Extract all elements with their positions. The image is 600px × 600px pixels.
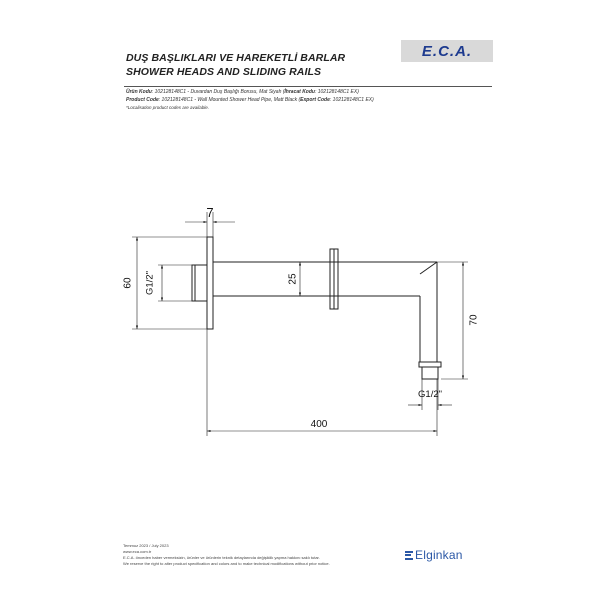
footer-note-english: We reserve the right to alter product specification and colors and to make technical modifications without prior notice. (123, 561, 330, 566)
localisation-note: *Localisation product codes are available. (126, 105, 210, 110)
product-code-label-tr: Ürün Kodu (126, 89, 152, 95)
dim-pipe-thickness: 25 (287, 273, 299, 285)
product-line-en-prefix: : 102128148C1 - Wall Mounted Shower Head Pipe, Matt Black ( (158, 96, 301, 103)
dimension-labels (123, 205, 480, 430)
vertical-drop (420, 262, 437, 362)
export-code-label-tr: İhracat Kodu (284, 89, 315, 95)
dim-total-length: 400 (310, 419, 328, 430)
product-code-label-en: Product Code (126, 96, 159, 103)
footer-website: www.eca.com.tr (123, 549, 152, 554)
outlet-thread (422, 367, 438, 379)
product-line-en-suffix: : 102128148C1 EX) (329, 96, 374, 103)
wall-flange (207, 237, 213, 329)
elginkan-mark-icon (405, 551, 413, 560)
eca-logo-text: E.C.A. (421, 42, 473, 60)
export-code-label-en: Export Code (300, 96, 330, 103)
footer-date: Temmuz 2023 / July 2023 (123, 543, 169, 548)
dim-flange-height: 60 (122, 277, 134, 289)
footer-note-turkish: E.C.A. önceden haber vermeksizin, ürünler ve ürünlerin teknik detaylarında değişiklik yapma hakkını saklı tutar. (123, 555, 320, 560)
dim-outlet-thread: G1/2" (418, 389, 442, 400)
elginkan-logo-text: Elginkan (415, 548, 463, 562)
pipe-outline (192, 237, 441, 379)
dim-drop-height: 70 (468, 314, 480, 326)
dim-flange-thickness: 7 (206, 205, 214, 220)
product-line-tr-prefix: : 102128148C1 - Duvardan Duş Başlığı Borusu, Mat Siyah ( (151, 89, 285, 95)
elginkan-logo (405, 548, 463, 562)
footer-notes (123, 543, 383, 567)
outlet-nut (419, 362, 441, 367)
wall-thread-nipple (192, 265, 207, 301)
title-turkish: DUŞ BAŞLIKLARI VE HAREKETLİ BARLAR (126, 52, 346, 64)
dimension-lines (132, 212, 468, 436)
dim-wall-thread: G1/2" (144, 271, 156, 295)
title-english: SHOWER HEADS AND SLIDING RAILS (126, 66, 322, 78)
product-line-tr-suffix: : 102128148C1 EX) (314, 89, 359, 95)
